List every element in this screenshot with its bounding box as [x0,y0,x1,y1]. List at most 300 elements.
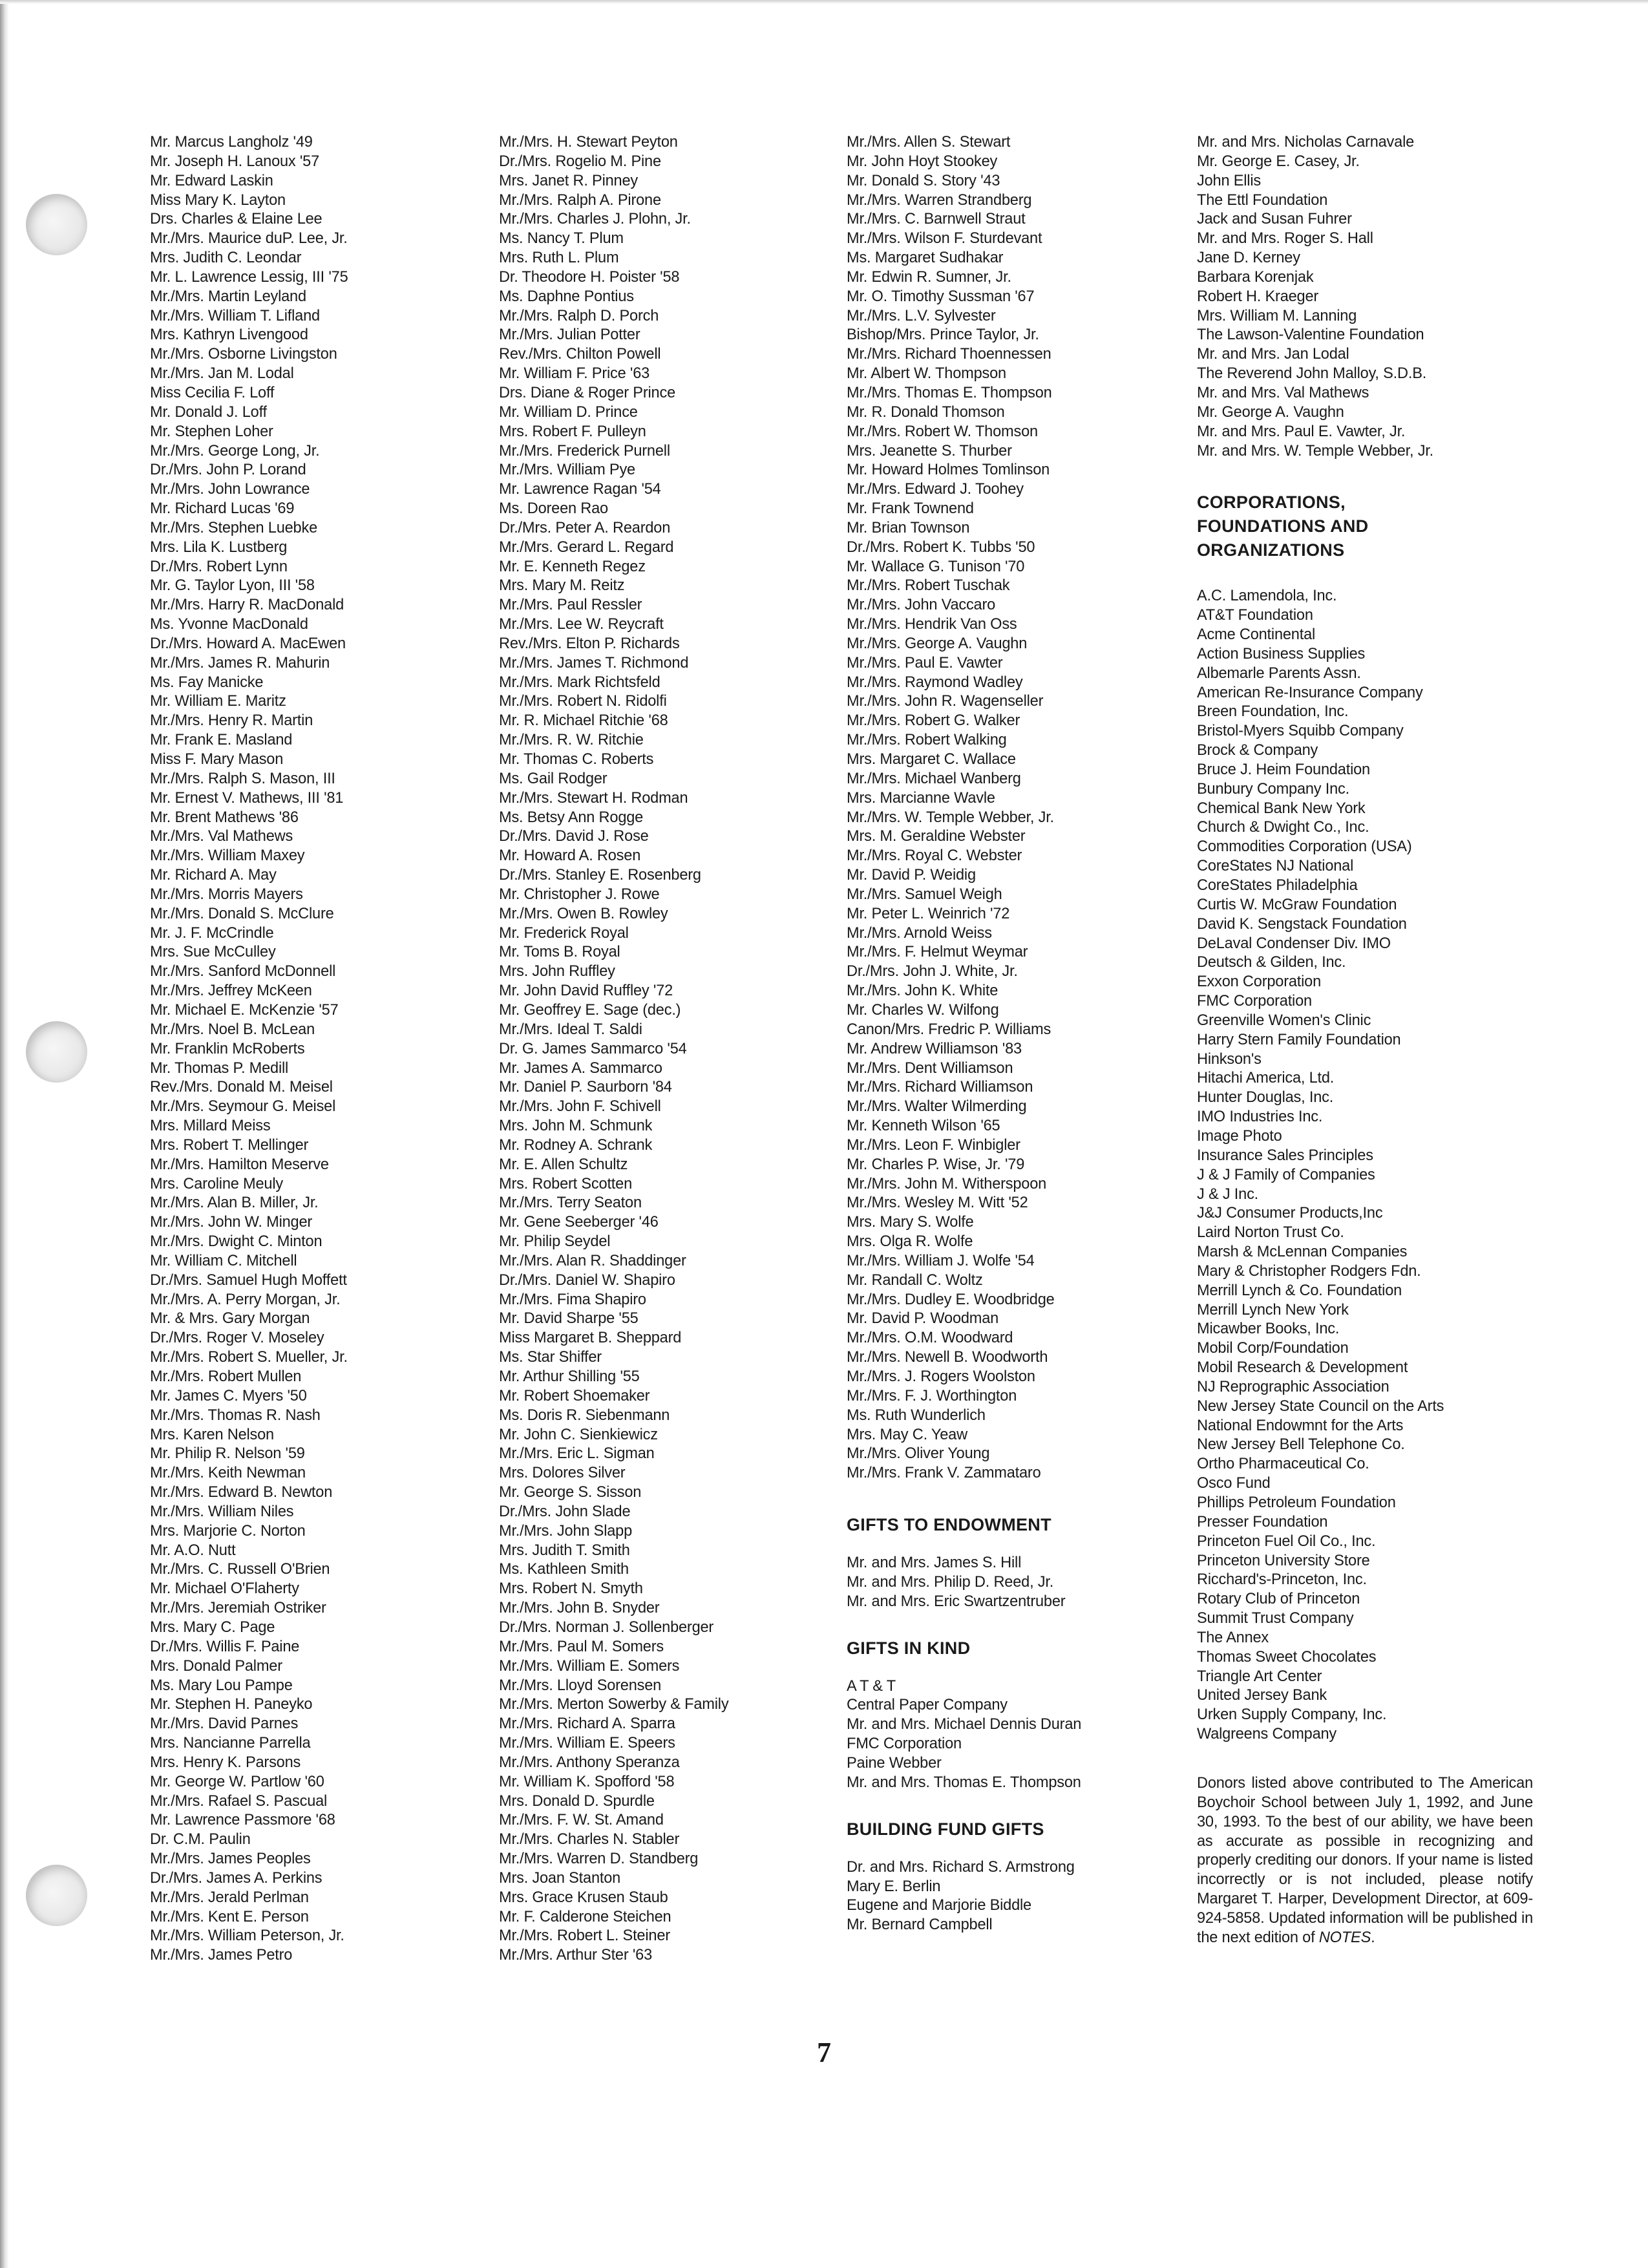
donor-name: Mr./Mrs. H. Stewart Peyton [499,134,678,151]
donor-name: Mr. Gene Seeberger '46 [499,1214,659,1231]
donor-name: Mr. George W. Partlow '60 [150,1773,324,1790]
donor-name: Mr. Donald J. Loff [150,403,267,421]
donor-name: Mr. Philip R. Nelson '59 [150,1445,305,1463]
corporation-name: Ortho Pharmaceutical Co. [1197,1456,1369,1473]
donor-name: Mr. David P. Woodman [847,1310,999,1328]
donor-name: Ms. Doris R. Siebenmann [499,1406,670,1424]
donor-name: Ms. Doreen Rao [499,500,608,518]
corporation-name: Harry Stern Family Foundation [1197,1031,1401,1048]
corporation-name: Thomas Sweet Chocolates [1197,1648,1377,1666]
donor-name: Mr./Mrs. George A. Vaughn [847,635,1028,652]
donor-name: Mrs. Caroline Meuly [150,1175,283,1192]
donor-name: Ms. Gail Rodger [499,770,607,787]
donor-name: Mr./Mrs. F. J. Worthington [847,1387,1017,1404]
donor-list [847,133,1183,1483]
in-kind-donor: A T & T [847,1677,896,1695]
corporation-name: Presser Foundation [1197,1513,1328,1531]
donor-name: Mr./Mrs. James R. Mahurin [150,654,330,672]
donor-name: Mrs. Olga R. Wolfe [847,1233,973,1251]
corporation-name: Merrill Lynch & Co. Foundation [1197,1282,1402,1299]
donor-name: Mr./Mrs. John R. Wagenseller [847,693,1044,710]
in-kind-donor: Mr. and Mrs. Thomas E. Thompson [847,1774,1081,1791]
binder-punch-hole [26,194,87,255]
donor-name: Mrs. Marjorie C. Norton [150,1522,306,1540]
donor-name: Mr. E. Kenneth Regez [499,558,646,575]
donor-name: Mr./Mrs. Thomas E. Thompson [847,384,1052,401]
corporation-name: Commodities Corporation (USA) [1197,838,1412,856]
donor-name: Mrs. John M. Schmunk [499,1118,653,1135]
donor-name: Mr./Mrs. Rafael S. Pascual [150,1792,328,1810]
donor-name: Mr./Mrs. Eric L. Sigman [499,1445,655,1463]
corporation-name: Summit Trust Company [1197,1610,1354,1627]
donor-name: Mr. David P. Weidig [847,867,976,884]
donor-name: Mr./Mrs. Julian Potter [499,326,640,344]
donor-name: Mr./Mrs. John W. Minger [150,1214,313,1231]
building-fund-heading: BUILDING FUND GIFTS [847,1819,1044,1839]
corporation-name: Micawber Books, Inc. [1197,1320,1340,1338]
donor-name: Mr./Mrs. James Petro [150,1947,293,1964]
donor-name: Dr./Mrs. Robert K. Tubbs '50 [847,538,1035,556]
corporation-name: The Annex [1197,1629,1269,1646]
donor-name: Mr./Mrs. Stephen Luebke [150,519,317,536]
donor-name: Mr. John C. Sienkiewicz [499,1426,658,1443]
corporations-heading-line: FOUNDATIONS AND [1197,516,1369,536]
corporation-name: Hitachi America, Ltd. [1197,1070,1335,1087]
corporation-name: New Jersey State Council on the Arts [1197,1397,1444,1415]
donor-name: Mrs. Donald D. Spurdle [499,1792,655,1810]
donor-name: Mrs. Robert N. Smyth [499,1580,643,1598]
corporation-name: Merrill Lynch New York [1197,1301,1349,1319]
donor-name: Mrs. John Ruffley [499,963,615,980]
donor-name: Mr./Mrs. Frank V. Zammataro [847,1465,1041,1482]
donor-name: Mr./Mrs. Wesley M. Witt '52 [847,1194,1028,1212]
in-kind-donor: Mr. and Mrs. Michael Dennis Duran [847,1716,1082,1733]
donor-name: Mr. and Mrs. W. Temple Webber, Jr. [1197,442,1434,460]
corporation-name: Phillips Petroleum Foundation [1197,1494,1396,1511]
donor-name: Rev./Mrs. Chilton Powell [499,346,661,363]
donor-name: Dr./Mrs. Rogelio M. Pine [499,153,661,170]
donor-note-end: . [1371,1929,1375,1946]
corporation-name: Greenville Women's Clinic [1197,1012,1371,1029]
donor-name: John Ellis [1197,172,1261,189]
page-edge-shadow [0,0,9,2268]
donor-name: Dr./Mrs. Willis F. Paine [150,1638,300,1655]
donor-name: Mr./Mrs. Jeremiah Ostriker [150,1600,326,1617]
donor-name: Mrs. Dolores Silver [499,1465,626,1482]
donor-name: Mr./Mrs. Ralph D. Porch [499,307,659,324]
donor-name: Mr./Mrs. Robert N. Ridolfi [499,693,667,710]
donor-name: Mr./Mrs. Warren Strandberg [847,191,1032,209]
donor-name: Jane D. Kerney [1197,249,1300,267]
corporation-name: Osco Fund [1197,1475,1271,1492]
building-fund-donor: Eugene and Marjorie Biddle [847,1897,1031,1914]
donor-name: Mr. Frank Townend [847,500,974,518]
donor-name: Mrs. William M. Lanning [1197,307,1357,324]
building-fund-donor: Dr. and Mrs. Richard S. Armstrong [847,1858,1075,1876]
donor-name: Mrs. Janet R. Pinney [499,172,638,189]
donor-name: Mr. Christopher J. Rowe [499,885,660,903]
donor-name: Mr./Mrs. John Lowrance [150,481,310,498]
corporation-name: Exxon Corporation [1197,973,1322,991]
donor-name: Dr./Mrs. Stanley E. Rosenberg [499,867,701,884]
donor-name: Mrs. Judith T. Smith [499,1542,630,1559]
donor-column-2 [499,133,835,1966]
donor-name: Mr. Edwin R. Sumner, Jr. [847,268,1011,286]
donor-name: Mr./Mrs. Robert Mullen [150,1368,302,1385]
donor-name: Mrs. Mary M. Reitz [499,577,625,595]
donor-name: Mr. William K. Spofford '58 [499,1773,675,1790]
donor-name: Mrs. Henry K. Parsons [150,1754,301,1771]
donor-note-text: Donors listed above contributed to The American Boychoir School between July 1, 1992, and June 30, 1993. To the best of our ability, we have been as accurate as possible in recognizing and properly crediting our donors. If your name is listed incorrectly or is not included, please notify Margaret T. Harper, Development Director, at 609-924-5858. Updated information will be published in the next edition of [1197,1774,1533,1946]
corporation-name: J & J Inc. [1197,1185,1259,1203]
donor-name: Mrs. Sue McCulley [150,944,276,961]
donor-name: Drs. Charles & Elaine Lee [150,211,322,228]
donor-name: Miss F. Mary Mason [150,751,284,768]
donor-name: Mr./Mrs. O.M. Woodward [847,1330,1013,1347]
donor-name: Mr./Mrs. Robert L. Steiner [499,1927,670,1945]
donor-name: Mr./Mrs. Alan R. Shaddinger [499,1252,686,1269]
donor-name: Mr./Mrs. Royal C. Webster [847,847,1022,865]
donor-name: The Ettl Foundation [1197,191,1328,209]
donor-name: Ms. Kathleen Smith [499,1561,629,1578]
donor-name: Dr./Mrs. Howard A. MacEwen [150,635,346,652]
corporation-name: Mobil Corp/Foundation [1197,1340,1349,1357]
donor-name: Mr. Michael E. McKenzie '57 [150,1001,339,1019]
donor-name: Mr./Mrs. Samuel Weigh [847,885,1002,903]
donor-name: Ms. Margaret Sudhakar [847,249,1004,267]
donor-name: Mr. G. Taylor Lyon, III '58 [150,577,315,595]
donor-name: Mr./Mrs. William Niles [150,1503,294,1520]
donor-name: Mr./Mrs. L.V. Sylvester [847,307,996,324]
corporation-name: Image Photo [1197,1127,1282,1145]
donor-name: Mr./Mrs. Stewart H. Rodman [499,789,688,807]
donor-name: Mr. Andrew Williamson '83 [847,1040,1022,1057]
donor-name: Mr. and Mrs. Paul E. Vawter, Jr. [1197,423,1406,440]
corporation-name: AT&T Foundation [1197,607,1313,624]
donor-name: The Reverend John Malloy, S.D.B. [1197,365,1427,383]
in-kind-donor: FMC Corporation [847,1735,962,1753]
donor-name: Mr. Arthur Shilling '55 [499,1368,640,1385]
donor-name: Mr./Mrs. Kent E. Person [150,1908,309,1925]
donor-name: Mr./Mrs. Paul Ressler [499,597,642,614]
corporation-name: Insurance Sales Principles [1197,1147,1373,1164]
donor-name: Mr./Mrs. John M. Witherspoon [847,1175,1047,1192]
donor-name: Mr./Mrs. Anthony Speranza [499,1754,680,1771]
donor-name: Mr./Mrs. C. Russell O'Brien [150,1561,330,1578]
gifts-in-kind-list [847,1677,1183,1793]
donor-name: Mr./Mrs. Arnold Weiss [847,924,992,942]
donor-name: Miss Margaret B. Sheppard [499,1330,682,1347]
donor-name: Mr. William C. Mitchell [150,1252,297,1269]
donor-name: The Lawson-Valentine Foundation [1197,326,1424,344]
donor-name: Mr./Mrs. Warren D. Standberg [499,1850,699,1868]
donor-name: Ms. Daphne Pontius [499,288,634,305]
donor-name: Mr./Mrs. Ralph A. Pirone [499,191,661,209]
corporation-name: CoreStates Philadelphia [1197,877,1358,894]
donor-name: Dr. C.M. Paulin [150,1831,251,1849]
donor-name: Mr. Frederick Royal [499,924,629,942]
gifts-to-endowment-heading: GIFTS TO ENDOWMENT [847,1515,1051,1535]
donor-name: Mr./Mrs. Richard Williamson [847,1079,1033,1096]
donor-name: Mr. A.O. Nutt [150,1542,236,1559]
donor-name: Mr./Mrs. Hamilton Meserve [150,1156,329,1173]
donor-name: Mr./Mrs. William J. Wolfe '54 [847,1252,1035,1269]
donor-name: Mr./Mrs. Keith Newman [150,1465,306,1482]
donor-name: Mr./Mrs. Newell B. Woodworth [847,1349,1048,1366]
donor-name: Mr. Frank E. Masland [150,732,293,749]
donor-name: Canon/Mrs. Fredric P. Williams [847,1021,1051,1038]
donor-column-1 [150,133,473,1966]
donor-name: Mr. F. Calderone Steichen [499,1908,671,1925]
donor-name: Mr./Mrs. Jan M. Lodal [150,365,294,383]
donor-name: Mr./Mrs. Robert S. Mueller, Jr. [150,1349,348,1366]
donor-name: Dr./Mrs. Norman J. Sollenberger [499,1618,714,1636]
donor-name: Mr./Mrs. R. W. Ritchie [499,732,644,749]
donor-name: Mr. Brent Mathews '86 [150,809,299,826]
corporation-name: Ricchard's-Princeton, Inc. [1197,1571,1367,1589]
donor-name: Mr./Mrs. A. Perry Morgan, Jr. [150,1291,341,1308]
donor-name: Mr./Mrs. John K. White [847,982,998,1000]
endowment-list [847,1554,1183,1612]
donor-name: Mr./Mrs. George Long, Jr. [150,442,320,460]
donor-name: Mr. Daniel P. Saurborn '84 [499,1079,672,1096]
donor-name: Mr./Mrs. Jeffrey McKeen [150,982,312,1000]
corporation-name: David K. Sengstack Foundation [1197,915,1407,933]
donor-name: Mr./Mrs. Robert Walking [847,732,1007,749]
donor-name: Mr. Howard Holmes Tomlinson [847,461,1050,479]
donor-name: Mr. Franklin McRoberts [150,1040,305,1057]
donor-name: Mrs. Kathryn Livengood [150,326,308,344]
donor-name: Mrs. Marcianne Wavle [847,789,995,807]
donor-name: Mr. David Sharpe '55 [499,1310,639,1328]
donor-name: Ms. Mary Lou Pampe [150,1677,293,1694]
in-kind-donor: Central Paper Company [847,1697,1008,1714]
binder-punch-hole [26,1865,87,1926]
donor-name: Mr./Mrs. Hendrik Van Oss [847,616,1017,633]
donor-name: Mr. George A. Vaughn [1197,403,1344,421]
donor-name: Mr./Mrs. Noel B. McLean [150,1021,315,1038]
donor-name: Mr./Mrs. Owen B. Rowley [499,905,668,922]
donor-name: Mr./Mrs. Richard A. Sparra [499,1715,675,1733]
donor-name: Mr./Mrs. Lloyd Sorensen [499,1677,662,1694]
notes-publication-name: NOTES [1318,1929,1371,1946]
gifts-in-kind-heading: GIFTS IN KIND [847,1638,971,1658]
donor-name: Bishop/Mrs. Prince Taylor, Jr. [847,326,1039,344]
donor-list [499,133,835,1966]
donor-name: Mr./Mrs. John Vaccaro [847,597,996,614]
donor-name: Mr. George S. Sisson [499,1484,642,1501]
corporation-name: Mary & Christopher Rodgers Fdn. [1197,1262,1421,1280]
donor-name: Mr./Mrs. Ralph S. Mason, III [150,770,335,787]
donor-name: Mrs. Karen Nelson [150,1426,274,1443]
donor-name: Mr./Mrs. David Parnes [150,1715,299,1733]
donor-name: Drs. Diane & Roger Prince [499,384,675,401]
in-kind-donor: Paine Webber [847,1754,942,1772]
binder-punch-hole [26,1021,87,1083]
corporation-name: New Jersey Bell Telephone Co. [1197,1436,1405,1454]
corporation-name: FMC Corporation [1197,993,1312,1010]
donor-name: Mr. and Mrs. Jan Lodal [1197,346,1349,363]
donor-name: Dr./Mrs. Samuel Hugh Moffett [150,1271,347,1289]
donor-name: Mr. Richard A. May [150,867,277,884]
donor-name: Mr. John David Ruffley '72 [499,982,673,1000]
donor-name: Mr. Michael O'Flaherty [150,1580,299,1598]
donor-name: Mr./Mrs. Ideal T. Saldi [499,1021,642,1038]
corporations-list [1197,587,1546,1744]
donor-name: Mrs. Robert F. Pulleyn [499,423,646,440]
donor-name: Dr./Mrs. Daniel W. Shapiro [499,1271,675,1289]
donor-name: Mrs. Margaret C. Wallace [847,751,1016,768]
donor-name: Mr. Edward Laskin [150,172,273,189]
donor-name: Mr. Charles P. Wise, Jr. '79 [847,1156,1025,1173]
donor-name: Mr./Mrs. James Peoples [150,1850,311,1868]
corporation-name: Laird Norton Trust Co. [1197,1224,1344,1242]
donor-name: Mrs. Ruth L. Plum [499,249,619,267]
donor-name: Mr./Mrs. Oliver Young [847,1445,990,1463]
corporation-name: Bruce J. Heim Foundation [1197,761,1370,778]
corporation-name: NJ Reprographic Association [1197,1378,1389,1395]
donor-name: Dr./Mrs. John Slade [499,1503,631,1520]
donor-name: Mrs. Mary S. Wolfe [847,1214,974,1231]
corporation-name: Chemical Bank New York [1197,800,1366,817]
building-fund-donor: Mr. Bernard Campbell [847,1916,993,1934]
donor-name: Mr./Mrs. Henry R. Martin [150,712,313,730]
donor-name: Mr. Lawrence Passmore '68 [150,1812,335,1829]
donor-name: Mrs. Robert T. Mellinger [150,1136,309,1154]
donor-name: Mr./Mrs. William Pye [499,461,635,479]
donor-name: Mr. William E. Maritz [150,693,286,710]
donor-name: Mr. Lawrence Ragan '54 [499,481,661,498]
donor-name: Mr./Mrs. Osborne Livingston [150,346,337,363]
corporations-heading [1197,491,1546,562]
donor-name: Mr./Mrs. Martin Leyland [150,288,306,305]
donor-name: Jack and Susan Fuhrer [1197,211,1352,228]
corporation-name: Bunbury Company Inc. [1197,780,1349,798]
donor-name: Mr. Ernest V. Mathews, III '81 [150,789,344,807]
donor-list [150,133,473,1966]
donor-name: Mr. R. Michael Ritchie '68 [499,712,668,730]
corporation-name: A.C. Lamendola, Inc. [1197,588,1337,605]
donor-name: Mrs. Mary C. Page [150,1618,275,1636]
donor-name: Mr./Mrs. John Slapp [499,1522,632,1540]
donor-name: Mrs. Grace Krusen Staub [499,1889,668,1906]
donor-name: Mr. Toms B. Royal [499,944,620,961]
corporation-name: American Re-Insurance Company [1197,684,1423,701]
donor-name: Mr./Mrs. William E. Speers [499,1735,675,1752]
corporation-name: J & J Family of Companies [1197,1166,1375,1183]
donor-name: Mrs. Lila K. Lustberg [150,538,288,556]
donor-name: Mr. Peter L. Weinrich '72 [847,905,1010,922]
corporation-name: Hunter Douglas, Inc. [1197,1089,1334,1107]
corporation-name: Action Business Supplies [1197,645,1366,662]
endowment-donor: Mr. and Mrs. Philip D. Reed, Jr. [847,1573,1054,1591]
donor-name: Mr. R. Donald Thomson [847,403,1005,421]
corporation-name: IMO Industries Inc. [1197,1108,1323,1126]
donor-name: Mrs. Judith C. Leondar [150,249,302,267]
donor-list [1197,133,1546,461]
corporation-name: Triangle Art Center [1197,1668,1322,1685]
donor-name: Mr./Mrs. Allen S. Stewart [847,134,1011,151]
donor-name: Mr./Mrs. J. Rogers Woolston [847,1368,1035,1385]
donor-name: Mr. Richard Lucas '69 [150,500,295,518]
donor-name: Mrs. Robert Scotten [499,1175,632,1192]
corporations-heading-line: ORGANIZATIONS [1197,540,1345,560]
corporation-name: Deutsch & Gilden, Inc. [1197,954,1346,971]
donor-name: Mr./Mrs. Gerard L. Regard [499,538,674,556]
donor-name: Mr./Mrs. William Maxey [150,847,305,865]
corporation-name: National Endowmnt for the Arts [1197,1417,1404,1434]
donor-name: Mr./Mrs. William Peterson, Jr. [150,1927,344,1945]
donor-name: Dr. G. James Sammarco '54 [499,1040,687,1057]
donor-name: Mrs. Millard Meiss [150,1118,271,1135]
corporation-name: Brock & Company [1197,742,1318,759]
donor-name: Ms. Ruth Wunderlich [847,1406,986,1424]
donor-name: Mr./Mrs. Paul M. Somers [499,1638,664,1655]
corporation-name: Hinkson's [1197,1050,1262,1068]
donor-name: Mr./Mrs. F. Helmut Weymar [847,944,1028,961]
donor-name: Mr. Joseph H. Lanoux '57 [150,153,320,170]
donor-name: Mr./Mrs. Harry R. MacDonald [150,597,344,614]
corporation-name: Mobil Research & Development [1197,1359,1408,1377]
donor-name: Mrs. Joan Stanton [499,1869,621,1887]
donor-name: Dr./Mrs. John J. White, Jr. [847,963,1018,980]
donor-column-3 [847,133,1183,1935]
donor-name: Mr./Mrs. John B. Snyder [499,1600,660,1617]
donor-name: Mr./Mrs. Robert G. Walker [847,712,1020,730]
donor-name: Mr./Mrs. Jerald Perlman [150,1889,309,1906]
corporation-name: Breen Foundation, Inc. [1197,703,1349,721]
endowment-donor: Mr. and Mrs. James S. Hill [847,1554,1022,1572]
corporations-heading-line: CORPORATIONS, [1197,493,1346,513]
donor-name: Mr./Mrs. C. Barnwell Straut [847,211,1026,228]
donor-name: Mr. Albert W. Thompson [847,365,1006,383]
donor-name: Mr. and Mrs. Roger S. Hall [1197,230,1373,248]
corporation-name: Albemarle Parents Assn. [1197,664,1361,682]
donor-name: Mr. Brian Townson [847,519,970,536]
donor-name: Mr. Stephen H. Paneyko [150,1696,313,1713]
donor-name: Mr./Mrs. Charles N. Stabler [499,1831,680,1849]
page-number: 7 [817,2037,831,2068]
donor-name: Mr. Randall C. Woltz [847,1271,983,1289]
donor-name: Mr. Thomas P. Medill [150,1059,289,1077]
donor-name: Mr./Mrs. Charles J. Plohn, Jr. [499,211,691,228]
donor-name: Mr. Stephen Loher [150,423,273,440]
donor-name: Mr./Mrs. Edward B. Newton [150,1484,333,1501]
donor-name: Mr./Mrs. Alan B. Miller, Jr. [150,1194,319,1212]
donor-name: Ms. Betsy Ann Rogge [499,809,644,826]
donor-name: Mr./Mrs. Paul E. Vawter [847,654,1003,672]
donor-column-4 [1197,133,1546,1948]
donor-name: Mr./Mrs. Robert Tuschak [847,577,1010,595]
donor-name: Dr./Mrs. Roger V. Moseley [150,1330,324,1347]
corporation-name: Princeton University Store [1197,1552,1370,1569]
donor-name: Mr./Mrs. Maurice duP. Lee, Jr. [150,230,348,248]
corporation-name: Marsh & McLennan Companies [1197,1244,1408,1261]
corporation-name: Curtis W. McGraw Foundation [1197,896,1397,913]
page-top-edge [0,0,1648,4]
donor-name: Mr. & Mrs. Gary Morgan [150,1310,310,1328]
corporation-name: United Jersey Bank [1197,1687,1327,1704]
donor-name: Ms. Yvonne MacDonald [150,616,308,633]
donor-name: Ms. Fay Manicke [150,673,264,691]
donor-name: Mr./Mrs. Raymond Wadley [847,673,1023,691]
donor-name: Rev./Mrs. Elton P. Richards [499,635,680,652]
donor-name: Mrs. M. Geraldine Webster [847,828,1026,845]
donor-name: Rev./Mrs. Donald M. Meisel [150,1079,333,1096]
donor-name: Mr./Mrs. Val Mathews [150,828,293,845]
donor-name: Mr. Philip Seydel [499,1233,611,1251]
donor-name: Mr./Mrs. Walter Wilmerding [847,1098,1027,1116]
